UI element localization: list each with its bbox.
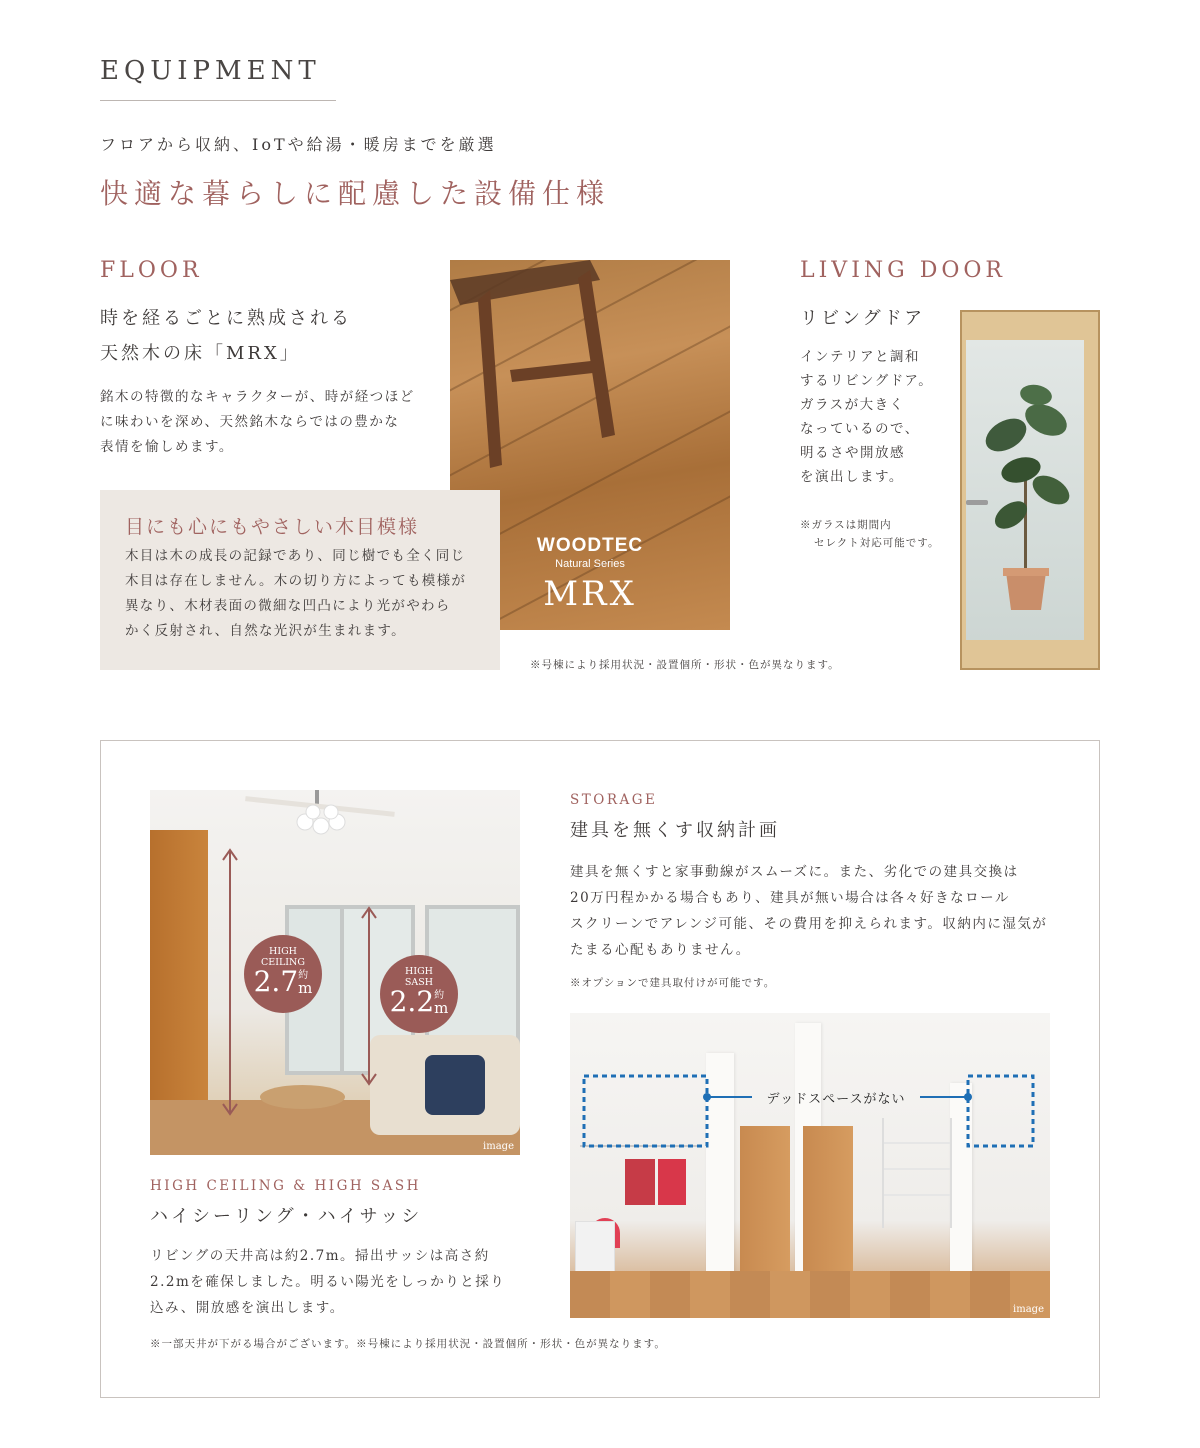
storage-body <box>570 859 1047 963</box>
door-body-line-4: なっているので、 <box>800 421 920 437</box>
ceiling-label: HIGH CEILING & HIGH SASH <box>150 1178 421 1194</box>
sash-badge <box>380 955 458 1033</box>
floor-brand: WOODTEC <box>536 535 644 556</box>
storage-floor <box>570 1271 1050 1318</box>
door-handle-icon <box>966 500 988 505</box>
floor-series: Natural Series <box>555 558 625 570</box>
floor-card-body <box>125 544 483 644</box>
floor-label: FLOOR <box>100 258 203 283</box>
storage-photo <box>570 1013 1050 1318</box>
floor-body-3: 表情を愉しめます。 <box>100 439 234 455</box>
door-body-line-5: 明るさや開放感 <box>800 445 905 461</box>
floor-card-title: 目にも心にもやさしい木目模様 <box>125 516 420 538</box>
ceiling-body-line-1: リビングの天井高は約2.7m。掃出サッシは高さ約 <box>150 1248 490 1264</box>
sash-badge-approx: 約 <box>434 990 445 1001</box>
living-photo <box>150 790 520 1155</box>
ceiling-badge-l1: HIGH <box>269 946 297 957</box>
door-title: リビングドア <box>800 308 926 329</box>
floor-card-line-3: 異なり、木材表面の微細な凹凸により光がやわら <box>125 598 451 614</box>
floor-card-line-2: 木目は存在しません。木の切り方によっても模様が <box>125 573 467 589</box>
ceiling-badge <box>244 935 322 1013</box>
sash-badge-l2: SASH <box>404 977 434 988</box>
ceiling-body <box>150 1243 505 1321</box>
ceiling-title: ハイシーリング・ハイサッシ <box>150 1206 423 1227</box>
sash-badge-l1: HIGH <box>405 966 433 977</box>
plant-icon <box>966 340 1084 640</box>
door-body-line-6: を演出します。 <box>800 469 904 485</box>
sash-badge-unit: m <box>434 999 449 1017</box>
floor-body-1: 銘木の特徴的なキャラクターが、時が経つほど <box>100 389 415 405</box>
door-glass <box>966 340 1084 640</box>
floor-card-line-1: 木目は木の成長の記録であり、同じ樹でも全く同じ <box>125 548 466 564</box>
door-label: LIVING DOOR <box>800 258 1006 283</box>
dead-space-label: デッドスペースがない <box>766 1092 906 1107</box>
storage-body-line-1: 建具を無くすと家事動線がスムーズに。また、劣化での建具交換は <box>570 864 1019 880</box>
floor-note: ※号棟により採用状況・設置個所・形状・色が異なります。 <box>530 659 840 671</box>
storage-title: 建具を無くす収納計画 <box>570 820 780 841</box>
storage-body-line-3: スクリーンでアレンジ可能、その費用を抑えられます。収納内に湿気が <box>570 916 1048 932</box>
floor-title-1: 時を経るごとに熟成される <box>100 308 352 329</box>
ceiling-badge-l2: CEILING <box>261 957 305 968</box>
door-body <box>800 345 933 489</box>
ceiling-badge-approx: 約 <box>298 970 309 981</box>
floor-title-2: 天然木の床「MRX」 <box>100 343 301 364</box>
door-body-line-3: ガラスが大きく <box>800 397 905 413</box>
storage-body-line-4: たまる心配もありません。 <box>570 942 751 958</box>
door-note-1: ※ガラスは期間内 <box>800 519 892 531</box>
ceiling-body-line-2: 2.2mを確保しました。明るい陽光をしっかりと採り <box>150 1274 506 1290</box>
storage-label: STORAGE <box>570 792 658 808</box>
floor-card-line-4: かく反射され、自然な光沢が生まれます。 <box>125 623 406 639</box>
living-image-label: image <box>483 1141 514 1152</box>
storage-image-label: image <box>1013 1304 1044 1315</box>
title-divider <box>100 100 336 101</box>
door-body-line-2: するリビングドア。 <box>800 373 934 389</box>
sash-badge-value: 2.2 <box>389 985 435 1018</box>
ceiling-note: ※一部天井が下がる場合がございます。※号棟により採用状況・設置個所・形状・色が異なります。 <box>150 1338 666 1350</box>
door-note-2: セレクト対応可能です。 <box>814 537 940 549</box>
storage-body-line-2: 20万円程かかる場合もあり、建具が無い場合は各々好きなロール <box>570 890 1010 906</box>
ceiling-badge-unit: m <box>298 979 313 997</box>
height-arrows <box>150 790 520 1155</box>
storage-note: ※オプションで建具取付けが可能です。 <box>570 977 776 989</box>
ceiling-body-line-3: 込み、開放感を演出します。 <box>150 1300 345 1316</box>
page-title: EQUIPMENT <box>100 56 321 86</box>
floor-product: MRX <box>543 574 637 614</box>
floor-body-2: に味わいを深め、天然銘木ならではの豊かな <box>100 414 400 430</box>
floor-card <box>100 490 500 670</box>
page-subtitle: フロアから収納、IoTや給湯・暖房までを厳選 <box>100 135 497 154</box>
door-body-line-1: インテリアと調和 <box>800 349 920 365</box>
page-headline: 快適な暮らしに配慮した設備仕様 <box>100 177 611 210</box>
ceiling-badge-value: 2.7 <box>253 965 299 998</box>
